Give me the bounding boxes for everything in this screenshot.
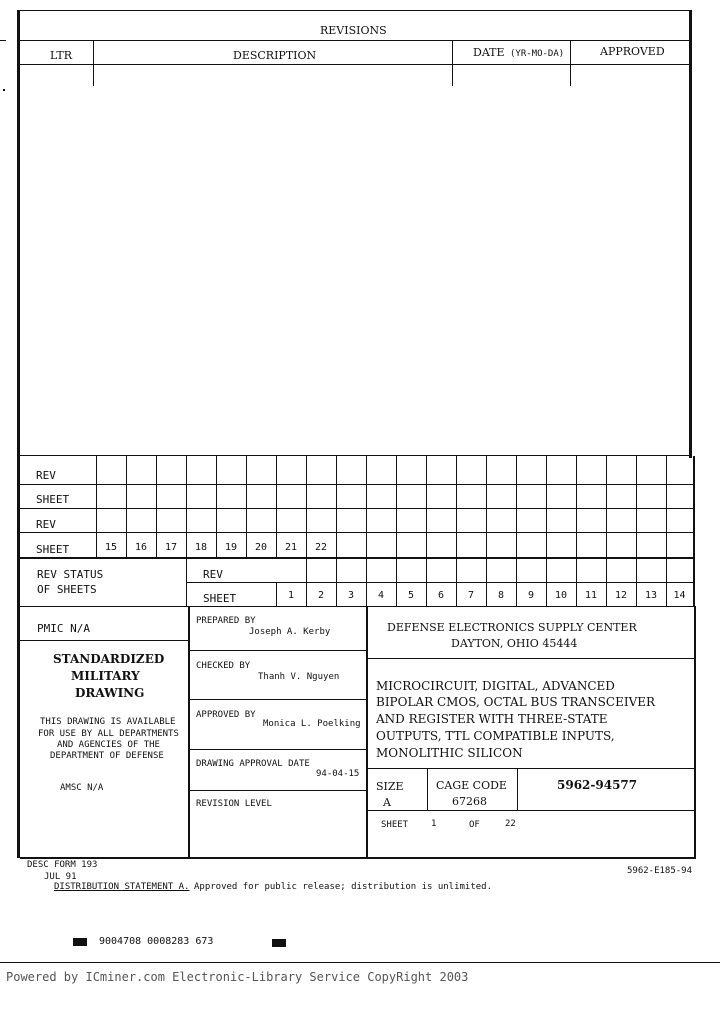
col-ltr: LTR	[50, 49, 73, 62]
sheet-value: 1	[431, 819, 437, 829]
size-value: A	[383, 796, 391, 809]
row-label-sheet: SHEET	[36, 493, 70, 506]
sheet-number: 10	[554, 589, 568, 601]
cage-code-label: CAGE CODE	[436, 779, 507, 792]
col-date-format: (YR-MO-DA)	[510, 49, 565, 59]
availability-line: FOR USE BY ALL DEPARTMENTS	[38, 729, 179, 739]
sheet-number: 21	[284, 541, 298, 553]
margin-mark	[0, 40, 6, 41]
prepared-by-name: Joseph A. Kerby	[249, 627, 331, 637]
form-code: 5962-E185-94	[627, 866, 693, 876]
drawing-title-line: MONOLITHIC SILICON	[376, 746, 523, 760]
size-label: SIZE	[376, 780, 404, 793]
sheet-number: 22	[314, 541, 328, 553]
row-label-rev: REV	[36, 518, 56, 531]
checked-by-label: CHECKED BY	[196, 661, 251, 671]
agency-location: DAYTON, OHIO 45444	[451, 637, 578, 650]
col-date: DATE	[473, 46, 505, 59]
barcode-mark	[272, 939, 286, 947]
form-number: DESC FORM 193	[27, 860, 98, 870]
drawing-title-line: OUTPUTS, TTL COMPATIBLE INPUTS,	[376, 729, 615, 743]
amsc-label: AMSC N/A	[60, 783, 104, 793]
sheet-number: 11	[584, 589, 598, 601]
sheet-number: 16	[134, 541, 148, 553]
checked-by-name: Thanh V. Nguyen	[258, 672, 340, 682]
approval-date-label: DRAWING APPROVAL DATE	[196, 759, 310, 769]
sheet-number: 2	[317, 589, 325, 601]
barcode-text: 9004708 0008283 673	[99, 936, 214, 947]
row-label-sheet: SHEET	[36, 543, 70, 556]
row-label-rev: REV	[36, 469, 56, 482]
prepared-by-label: PREPARED BY	[196, 616, 256, 626]
powered-by[interactable]: Powered by ICminer.com Electronic-Library Service CopyRight 2003	[6, 970, 469, 984]
sheet-number: 9	[527, 589, 535, 601]
barcode-mark	[73, 938, 87, 946]
of-value: 22	[505, 819, 516, 829]
drawing-title-line: MICROCIRCUIT, DIGITAL, ADVANCED	[376, 679, 615, 693]
cage-code-value: 67268	[452, 795, 487, 808]
revisions-title: REVISIONS	[320, 24, 387, 37]
availability-line: THIS DRAWING IS AVAILABLE	[40, 717, 176, 727]
col-approved: APPROVED	[600, 45, 665, 58]
sheet-label: SHEET	[381, 820, 409, 830]
distribution-label: DISTRIBUTION STATEMENT A.	[54, 882, 190, 892]
sheet-number: 18	[194, 541, 208, 553]
sheet-number: 4	[377, 589, 385, 601]
std-title-line: STANDARDIZED	[53, 652, 165, 666]
std-title-line: DRAWING	[75, 686, 145, 700]
rev-status-label: OF SHEETS	[37, 583, 97, 596]
approval-date-value: 94-04-15	[316, 769, 360, 779]
drawing-title-line: AND REGISTER WITH THREE-STATE	[376, 712, 608, 726]
sheet-number: 12	[614, 589, 628, 601]
sheet-number: 15	[104, 541, 118, 553]
form-date: JUL 91	[44, 872, 77, 882]
of-label: OF	[469, 820, 480, 830]
agency-name: DEFENSE ELECTRONICS SUPPLY CENTER	[387, 621, 637, 634]
availability-line: AND AGENCIES OF THE	[57, 740, 160, 750]
margin-mark	[3, 89, 5, 91]
inner-sheet-label: SHEET	[203, 592, 237, 605]
drawing-number: 5962-94577	[557, 778, 638, 792]
sheet-number: 5	[407, 589, 415, 601]
pmic-label: PMIC N/A	[37, 622, 90, 635]
revision-level-label: REVISION LEVEL	[196, 799, 272, 809]
drawing-title-line: BIPOLAR CMOS, OCTAL BUS TRANSCEIVER	[376, 695, 656, 709]
sheet-number: 1	[287, 589, 295, 601]
footer-divider	[0, 962, 720, 963]
availability-line: DEPARTMENT OF DEFENSE	[50, 751, 164, 761]
sheet-number: 13	[644, 589, 658, 601]
approved-by-name: Monica L. Poelking	[263, 719, 361, 729]
sheet-number: 7	[467, 589, 475, 601]
sheet-number: 14	[673, 589, 686, 601]
sheet-number: 20	[254, 541, 268, 553]
distribution-text: Approved for public release; distribution is unlimited.	[194, 882, 493, 892]
sheet-number: 17	[164, 541, 178, 553]
sheet-number: 19	[224, 541, 238, 553]
rev-status-label: REV STATUS	[37, 568, 104, 581]
approved-by-label: APPROVED BY	[196, 710, 256, 720]
sheet-number: 6	[437, 589, 445, 601]
sheet-number: 8	[497, 589, 505, 601]
sheet-number: 3	[347, 589, 355, 601]
std-title-line: MILITARY	[71, 669, 140, 683]
inner-rev-label: REV	[203, 568, 223, 581]
col-description: DESCRIPTION	[233, 49, 317, 62]
